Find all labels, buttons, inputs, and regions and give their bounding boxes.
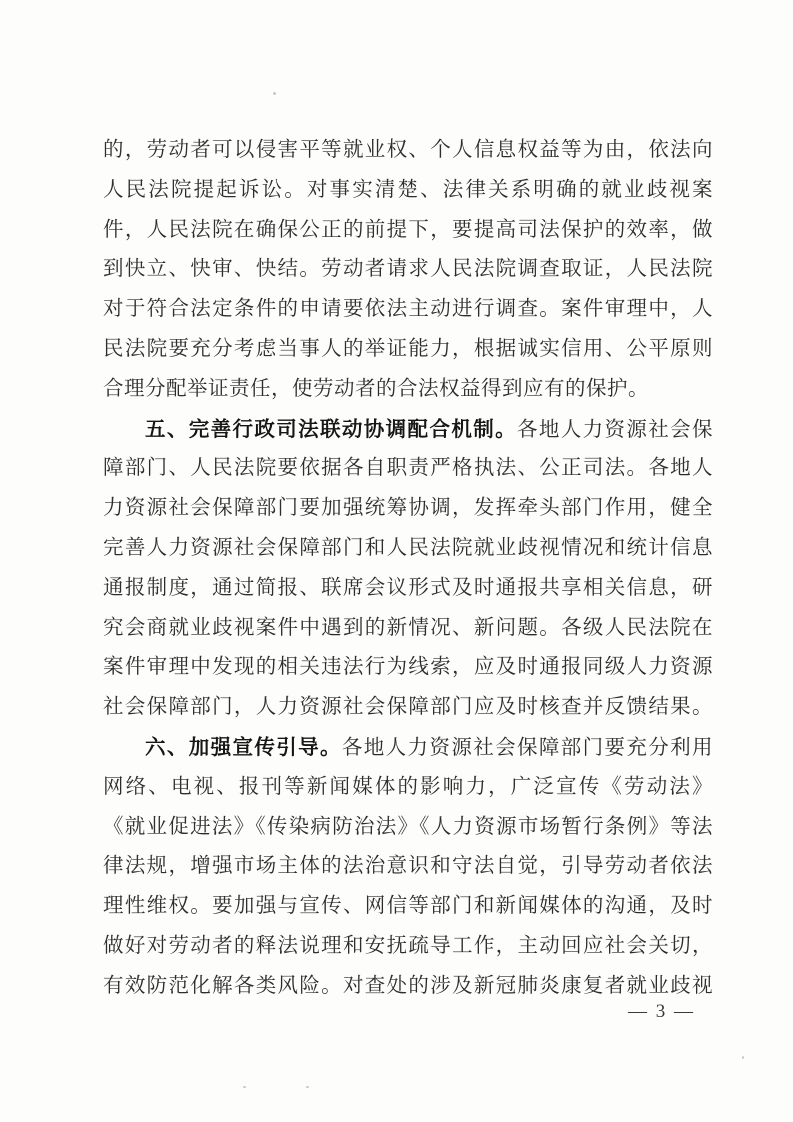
line-text: 完善人力资源社会保障部门和人民法院就业歧视情况和统计信息	[103, 536, 713, 559]
text-line	[103, 808, 713, 848]
text-line	[103, 330, 713, 370]
line-text: 民法院要充分考虑当事人的举证能力，根据诚实信用、公平原则	[103, 337, 713, 360]
text-line	[103, 370, 713, 410]
line-text: 《就业促进法》《传染病防治法》《人力资源市场暂行条例》等法	[103, 815, 713, 838]
document-body	[103, 131, 713, 1007]
scan-speck	[306, 1086, 309, 1088]
line-text: 人民法院提起诉讼。对事实清楚、法律关系明确的就业歧视案	[103, 178, 713, 201]
text-line	[103, 887, 713, 927]
line-text: 对于符合法定条件的申请要依法主动进行调查。案件审理中，人	[103, 298, 713, 321]
line-text: 有效防范化解各类风险。对查处的涉及新冠肺炎康复者就业歧视	[103, 974, 713, 997]
scan-speck	[243, 1086, 246, 1088]
line-text: 障部门、人民法院要依据各自职责严格执法、公正司法。各地人	[103, 457, 713, 480]
text-line	[103, 609, 713, 649]
text-line	[103, 648, 713, 688]
text-line	[103, 728, 713, 768]
scan-speck	[742, 1056, 744, 1059]
text-line	[103, 688, 713, 728]
line-text: 社会保障部门，人力资源社会保障部门应及时核查并反馈结果。	[103, 696, 713, 719]
text-line	[103, 171, 713, 211]
line-text: 力资源社会保障部门要加强统筹协调，发挥牵头部门作用，健全	[103, 497, 713, 520]
text-line	[103, 489, 713, 529]
text-line	[103, 449, 713, 489]
text-line	[103, 569, 713, 609]
text-line	[103, 290, 713, 330]
text-line	[103, 211, 713, 251]
text-line	[103, 768, 713, 808]
line-text: 的，劳动者可以侵害平等就业权、个人信息权益等为由，依法向	[103, 139, 713, 161]
line-text: 网络、电视、报刊等新闻媒体的影响力，广泛宣传《劳动法》	[103, 775, 713, 798]
line-text: 律法规，增强市场主体的法治意识和守法自觉，引导劳动者依法	[103, 855, 713, 878]
text-line	[103, 250, 713, 290]
line-text: 各地人力资源社会保障部门要充分利用	[341, 736, 713, 759]
line-text: 到快立、快审、快结。劳动者请求人民法院调查取证，人民法院	[103, 258, 713, 281]
section-heading: 六、加强宣传引导。	[145, 735, 342, 759]
line-text: 做好对劳动者的释法说理和安抚疏导工作，主动回应社会关切，	[103, 934, 713, 957]
line-text: 合理分配举证责任，使劳动者的合法权益得到应有的保护。	[103, 377, 649, 400]
line-text: 案件审理中发现的相关违法行为线索，应及时通报同级人力资源	[103, 656, 713, 679]
text-line	[103, 410, 713, 450]
text-line	[103, 967, 713, 1007]
line-text: 件，人民法院在确保公正的前提下，要提高司法保护的效率，做	[103, 218, 713, 241]
text-line	[103, 847, 713, 887]
text-line	[103, 927, 713, 967]
scan-speck	[273, 92, 276, 95]
text-line	[103, 131, 713, 171]
section-heading: 五、完善行政司法联动协调配合机制。	[145, 417, 517, 441]
line-text: 通报制度，通过简报、联席会议形式及时通报共享相关信息，研	[103, 576, 713, 599]
line-text: 各地人力资源社会保	[516, 418, 713, 441]
line-text: 究会商就业歧视案件中遇到的新情况、新问题。各级人民法院在	[103, 616, 713, 639]
line-text: 理性维权。要加强与宣传、网信等部门和新闻媒体的沟通，及时	[103, 895, 713, 918]
page-number: — 3 —	[628, 1001, 695, 1022]
text-line	[103, 529, 713, 569]
